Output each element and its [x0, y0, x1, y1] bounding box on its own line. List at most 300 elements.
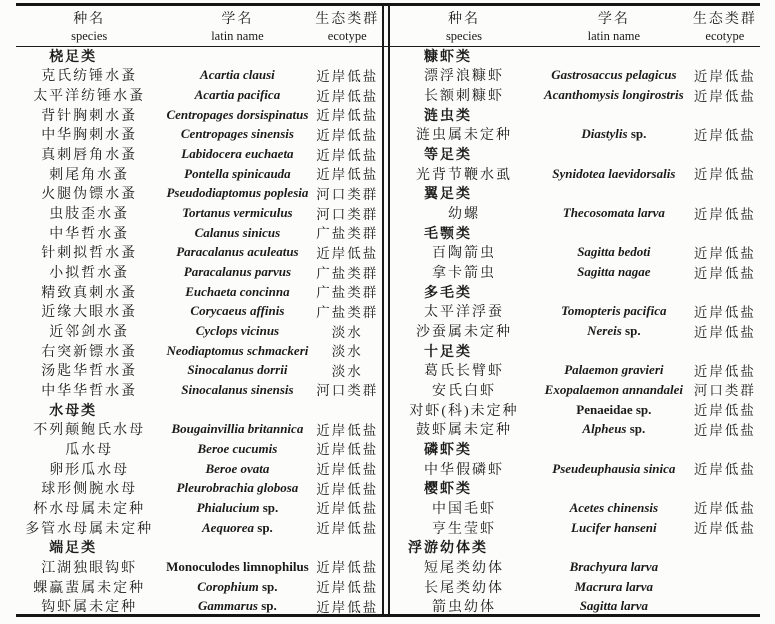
latin-name	[570, 500, 658, 515]
table-right-half	[390, 6, 760, 614]
latin-name	[561, 303, 666, 318]
species-cell	[16, 419, 162, 439]
latin-italic-part: Corophium	[197, 578, 259, 594]
left-table-body	[16, 46, 382, 616]
latin-roman-part: sp.	[621, 323, 641, 339]
latin-italic-part: Corycaeus affinis	[190, 303, 285, 319]
latin-name-cell	[538, 66, 690, 84]
group-row	[390, 105, 760, 125]
latin-name	[181, 382, 293, 397]
ecotype-cell	[312, 596, 382, 617]
latin-name-cell	[538, 558, 690, 576]
left-latin-header	[162, 9, 312, 44]
ecotype-value: 广盐类群	[316, 226, 379, 242]
ecotype-value: 河口类群	[316, 186, 379, 202]
latin-header-en: latin name	[211, 28, 264, 43]
species-row	[16, 321, 382, 341]
species-row	[16, 419, 382, 439]
latin-italic-part: Exopalaemon annandalei	[544, 381, 683, 397]
species-row	[16, 341, 382, 361]
right-latin-header	[538, 9, 690, 44]
latin-name	[577, 264, 650, 279]
species-header-en: species	[71, 28, 108, 43]
plankton-species-table	[16, 3, 760, 617]
group-label: 等足类	[424, 148, 472, 164]
species-cell	[16, 459, 162, 479]
group-row	[390, 46, 760, 66]
ecotype-cell	[312, 104, 382, 125]
ecotype-value: 近岸低盐	[693, 324, 756, 340]
species-cell	[390, 203, 538, 223]
species-cell	[390, 478, 538, 498]
species-row	[16, 439, 382, 459]
latin-name	[176, 244, 298, 259]
species-name: 杯水母属未定种	[33, 501, 146, 517]
ecotype-cell	[312, 419, 382, 440]
species-row	[390, 203, 760, 223]
latin-name	[571, 520, 657, 535]
latin-italic-part: Pseudodiaptomus poplesia	[166, 185, 309, 201]
latin-name-cell	[162, 381, 312, 399]
species-name: 汤匙华哲水蚤	[41, 364, 138, 380]
ecotype-cell	[312, 281, 382, 302]
ecotype-cell	[312, 576, 382, 597]
species-cell	[16, 596, 162, 616]
latin-name-cell	[162, 184, 312, 202]
ecotype-cell	[312, 163, 382, 184]
latin-roman-part: sp.	[626, 421, 646, 437]
species-name: 沙蚕属未定种	[416, 325, 512, 341]
species-row	[16, 223, 382, 243]
species-name: 真刺唇角水蚤	[41, 148, 138, 164]
species-cell	[16, 557, 162, 577]
species-header-en: species	[445, 28, 483, 43]
species-cell	[390, 301, 538, 321]
species-cell	[16, 124, 162, 144]
latin-italic-part: Cyclops vicinus	[195, 323, 280, 339]
ecotype-cell	[312, 340, 382, 361]
latin-name	[200, 67, 275, 82]
ecotype-value: 淡水	[331, 363, 363, 379]
latin-italic-part: Tomopteris pacifica	[561, 303, 667, 319]
group-label: 糠虾类	[424, 49, 472, 65]
ecotype-cell	[312, 242, 382, 263]
species-name: 涟虫属未定种	[416, 128, 512, 144]
right-species-header	[390, 9, 538, 44]
group-label: 水母类	[49, 403, 98, 419]
latin-name	[197, 579, 277, 594]
latin-name	[181, 146, 293, 161]
latin-name-cell	[538, 322, 690, 340]
ecotype-cell	[312, 183, 382, 204]
species-name: 长尾类幼体	[424, 580, 504, 596]
latin-name	[563, 205, 665, 220]
latin-name-cell	[162, 479, 312, 497]
group-label: 浮游幼体类	[408, 541, 488, 557]
species-name: 拿卡箭虫	[432, 266, 496, 282]
latin-italic-part: Thecosomata larva	[562, 205, 665, 221]
ecotype-value: 淡水	[331, 344, 363, 360]
species-row	[16, 596, 382, 616]
latin-name	[185, 284, 289, 299]
species-name: 右突新镖水蚤	[41, 344, 138, 360]
latin-italic-part: Acartia clausi	[200, 67, 275, 83]
species-cell	[16, 203, 162, 223]
ecotype-value: 淡水	[331, 324, 363, 340]
species-name: 百陶箭虫	[432, 246, 496, 262]
species-cell	[390, 223, 538, 243]
latin-name-cell	[162, 342, 312, 360]
species-cell	[390, 419, 538, 439]
group-label: 桡足类	[49, 49, 98, 65]
ecotype-cell	[690, 321, 760, 342]
ecotype-cell	[312, 321, 382, 342]
group-label: 翼足类	[424, 187, 472, 203]
ecotype-cell	[690, 242, 760, 263]
latin-name-cell	[162, 322, 312, 340]
ecotype-value: 近岸低盐	[316, 580, 379, 596]
species-name: 短尾类幼体	[424, 560, 504, 576]
latin-name-cell	[538, 420, 690, 438]
species-name: 近缘大眼水蚤	[41, 305, 138, 321]
ecotype-value: 河口类群	[316, 383, 379, 399]
species-row	[390, 302, 760, 322]
ecotype-value: 近岸低盐	[693, 68, 756, 84]
latin-name-cell	[538, 125, 690, 143]
header-separator-rule	[16, 46, 760, 47]
ecotype-cell	[312, 556, 382, 577]
species-cell	[16, 282, 162, 302]
species-cell	[16, 105, 162, 125]
latin-name	[575, 579, 653, 594]
ecotype-value: 近岸低盐	[693, 521, 756, 537]
group-row	[390, 341, 760, 361]
species-cell	[390, 557, 538, 577]
ecotype-cell	[690, 399, 760, 420]
latin-italic-part: Beroe ovata	[205, 460, 270, 476]
species-row	[16, 557, 382, 577]
right-header-row	[390, 6, 760, 46]
latin-name	[587, 323, 640, 338]
ecotype-cell	[312, 360, 382, 381]
latin-name	[198, 441, 278, 456]
species-row	[390, 66, 760, 86]
latin-name-cell	[538, 460, 690, 478]
latin-name-cell	[538, 499, 690, 517]
ecotype-value: 近岸低盐	[316, 442, 379, 458]
species-row	[16, 125, 382, 145]
species-row	[390, 125, 760, 145]
latin-italic-part: Gammarus	[198, 598, 258, 614]
species-row	[16, 85, 382, 105]
latin-name	[166, 185, 308, 200]
species-cell	[16, 85, 162, 105]
latin-name-cell	[162, 165, 312, 183]
ecotype-value: 近岸低盐	[316, 599, 379, 615]
species-row	[390, 498, 760, 518]
species-name: 安氏白虾	[432, 383, 496, 399]
ecotype-value: 近岸低盐	[316, 88, 379, 104]
latin-italic-part: Aequorea	[202, 519, 255, 535]
latin-name	[181, 126, 294, 141]
species-header-zh: 种名	[448, 11, 480, 27]
latin-name-cell	[162, 263, 312, 281]
species-name: 蜾蠃蜚属未定种	[33, 580, 146, 596]
group-row	[16, 400, 382, 420]
ecotype-cell	[690, 203, 760, 224]
species-name: 漂浮浪糠虾	[424, 69, 504, 85]
latin-italic-part: Alpheus	[582, 421, 627, 437]
species-cell	[390, 65, 538, 85]
species-name: 对虾(科)未定种	[409, 403, 519, 419]
ecotype-value: 近岸低盐	[316, 167, 379, 183]
latin-name-cell	[162, 106, 312, 124]
latin-roman-part: sp.	[259, 499, 279, 515]
latin-name	[205, 461, 269, 476]
latin-italic-part: Phialucium	[196, 499, 260, 515]
species-cell	[390, 360, 538, 380]
ecotype-cell	[312, 458, 382, 479]
latin-name-cell	[538, 597, 690, 615]
latin-italic-part: Pseudeuphausia sinica	[552, 460, 676, 476]
species-cell	[16, 301, 162, 321]
species-row	[390, 321, 760, 341]
ecotype-value: 广盐类群	[316, 304, 379, 320]
latin-name-cell	[162, 125, 312, 143]
ecotype-value: 近岸低盐	[693, 265, 756, 281]
latin-roman-part: sp.	[627, 126, 647, 142]
latin-name-cell	[162, 519, 312, 537]
species-cell	[16, 262, 162, 282]
ecotype-value: 广盐类群	[316, 265, 379, 281]
latin-italic-part: Synidotea laevidorsalis	[552, 165, 676, 181]
species-row	[16, 361, 382, 381]
species-name: 葛氏长臂虾	[424, 364, 504, 380]
species-cell	[390, 321, 538, 341]
species-row	[390, 596, 760, 616]
latin-name-cell	[162, 86, 312, 104]
group-row	[16, 537, 382, 557]
latin-name-cell	[538, 243, 690, 261]
species-name: 卵形瓜水母	[49, 462, 130, 478]
group-row	[390, 223, 760, 243]
ecotype-header-zh: 生态类群	[692, 11, 757, 27]
species-cell	[16, 341, 162, 361]
latin-name	[166, 559, 309, 574]
species-row	[390, 557, 760, 577]
species-cell	[390, 380, 538, 400]
right-table-body	[390, 46, 760, 616]
latin-italic-part: Brachyura larva	[569, 558, 659, 574]
species-row	[390, 380, 760, 400]
ecotype-cell	[312, 85, 382, 106]
species-cell	[390, 242, 538, 262]
latin-italic-part: Macrura larva	[574, 578, 654, 594]
latin-italic-part: Nereis	[587, 323, 622, 339]
species-cell	[16, 242, 162, 262]
latin-name-cell	[162, 243, 312, 261]
ecotype-header-zh: 生态类群	[315, 11, 380, 27]
latin-italic-part: Labidocera euchaeta	[181, 146, 294, 162]
ecotype-cell	[690, 124, 760, 145]
ecotype-cell	[312, 124, 382, 145]
latin-name-cell	[538, 361, 690, 379]
ecotype-value: 近岸低盐	[693, 167, 756, 183]
latin-name	[184, 264, 291, 279]
latin-name-cell	[538, 401, 690, 419]
species-row	[390, 400, 760, 420]
species-row	[16, 478, 382, 498]
species-cell	[390, 46, 538, 66]
species-cell	[390, 164, 538, 184]
species-cell	[16, 439, 162, 459]
latin-name-cell	[162, 204, 312, 222]
ecotype-value: 近岸低盐	[316, 147, 379, 163]
species-row	[16, 164, 382, 184]
species-name: 中华假磷虾	[424, 462, 504, 478]
ecotype-value: 近岸低盐	[316, 481, 379, 497]
group-label: 磷虾类	[424, 442, 472, 458]
ecotype-value: 近岸低盐	[693, 127, 756, 143]
latin-name-cell	[162, 283, 312, 301]
latin-italic-part: Beroe cucumis	[197, 440, 278, 456]
species-cell	[390, 262, 538, 282]
ecotype-header-en: ecotype	[327, 28, 367, 43]
ecotype-value: 近岸低盐	[693, 501, 756, 517]
species-row	[16, 66, 382, 86]
species-cell	[16, 321, 162, 341]
latin-header-zh: 学名	[597, 11, 630, 27]
latin-name-cell	[538, 263, 690, 281]
latin-italic-part: Acetes chinensis	[569, 499, 659, 515]
species-row	[390, 85, 760, 105]
latin-name-cell	[162, 558, 312, 576]
species-cell	[390, 439, 538, 459]
species-name: 太平洋浮蚕	[424, 305, 504, 321]
species-row	[390, 419, 760, 439]
species-name: 精致真刺水蚤	[41, 285, 138, 301]
ecotype-value: 近岸低盐	[693, 88, 756, 104]
latin-name	[552, 461, 675, 476]
latin-italic-part: Sagitta nagae	[577, 264, 651, 280]
ecotype-cell	[690, 517, 760, 538]
species-name: 火腿伪镖水蚤	[41, 187, 138, 203]
species-name: 江湖独眼钩虾	[41, 560, 138, 576]
latin-italic-part: Sinocalanus dorrii	[187, 362, 288, 378]
latin-italic-part: Sinocalanus sinensis	[181, 381, 294, 397]
ecotype-cell	[690, 360, 760, 381]
latin-name	[582, 421, 645, 436]
latin-name	[187, 362, 287, 377]
species-cell	[16, 537, 162, 557]
latin-name-cell	[162, 499, 312, 517]
ecotype-cell	[312, 517, 382, 538]
species-header-zh: 种名	[73, 11, 106, 27]
ecotype-value: 近岸低盐	[316, 245, 379, 261]
species-cell	[390, 282, 538, 302]
latin-italic-part: Acartia pacifica	[194, 87, 281, 103]
species-name: 中华哲水蚤	[49, 226, 130, 242]
latin-italic-part: Gastrosaccus pelagicus	[551, 67, 677, 83]
ecotype-value: 近岸低盐	[693, 245, 756, 261]
latin-name	[184, 166, 291, 181]
species-row	[16, 518, 382, 538]
group-label: 涟虫类	[424, 108, 472, 124]
latin-roman-part: sp.	[254, 519, 273, 535]
latin-roman-part: sp.	[258, 578, 278, 594]
latin-name	[197, 500, 279, 515]
species-name: 中国毛虾	[432, 501, 496, 517]
left-species-header	[16, 9, 162, 44]
latin-name	[545, 382, 683, 397]
latin-italic-part: Bougainvillia britannica	[171, 421, 304, 437]
species-name: 近邻剑水蚤	[49, 325, 130, 341]
species-cell	[16, 144, 162, 164]
species-name: 小拟哲水蚤	[49, 266, 130, 282]
latin-name	[570, 559, 658, 574]
ecotype-value: 近岸低盐	[316, 521, 379, 537]
ecotype-value: 近岸低盐	[316, 501, 379, 517]
ecotype-value: 近岸低盐	[693, 363, 756, 379]
species-name: 不列颠鲍氏水母	[33, 423, 146, 439]
species-cell	[390, 577, 538, 597]
species-row	[390, 262, 760, 282]
right-ecotype-header	[690, 9, 760, 44]
latin-name-cell	[538, 86, 690, 104]
group-row	[390, 282, 760, 302]
latin-name	[198, 598, 277, 613]
species-name: 刺尾角水蚤	[49, 167, 130, 183]
species-name: 瓜水母	[65, 442, 114, 458]
left-header-row	[16, 6, 382, 46]
species-cell	[16, 478, 162, 498]
latin-header-zh: 学名	[221, 11, 254, 27]
species-row	[390, 243, 760, 263]
group-row	[390, 537, 760, 557]
ecotype-header-en: ecotype	[705, 28, 745, 43]
species-row	[16, 105, 382, 125]
latin-name-cell	[538, 165, 690, 183]
ecotype-value: 河口类群	[316, 206, 379, 222]
latin-name-cell	[162, 145, 312, 163]
group-label: 端足类	[49, 541, 98, 557]
latin-italic-part: Calanus sinicus	[194, 224, 281, 240]
species-cell	[390, 124, 538, 144]
species-row	[16, 184, 382, 204]
ecotype-cell	[690, 85, 760, 106]
species-name: 克氏纺锤水蚤	[41, 69, 138, 85]
species-name: 太平洋纺锤水蚤	[33, 89, 146, 105]
latin-italic-part: Diastylis	[581, 126, 628, 142]
species-name: 多管水母属未定种	[25, 521, 154, 537]
latin-name-cell	[162, 66, 312, 84]
species-cell	[16, 400, 162, 420]
latin-italic-part: Neodiaptomus schmackeri	[166, 342, 309, 358]
species-cell	[16, 577, 162, 597]
species-cell	[16, 164, 162, 184]
latin-name	[580, 598, 648, 613]
species-cell	[390, 400, 538, 420]
latin-name	[564, 362, 663, 377]
species-row	[390, 577, 760, 597]
latin-name-cell	[162, 224, 312, 242]
species-name: 鼓虾属未定种	[416, 423, 512, 439]
latin-italic-part: Lucifer hanseni	[571, 519, 657, 535]
latin-name	[581, 126, 646, 141]
latin-italic-part: Palaemon gravieri	[564, 362, 664, 378]
species-row	[16, 498, 382, 518]
ecotype-cell	[690, 65, 760, 86]
